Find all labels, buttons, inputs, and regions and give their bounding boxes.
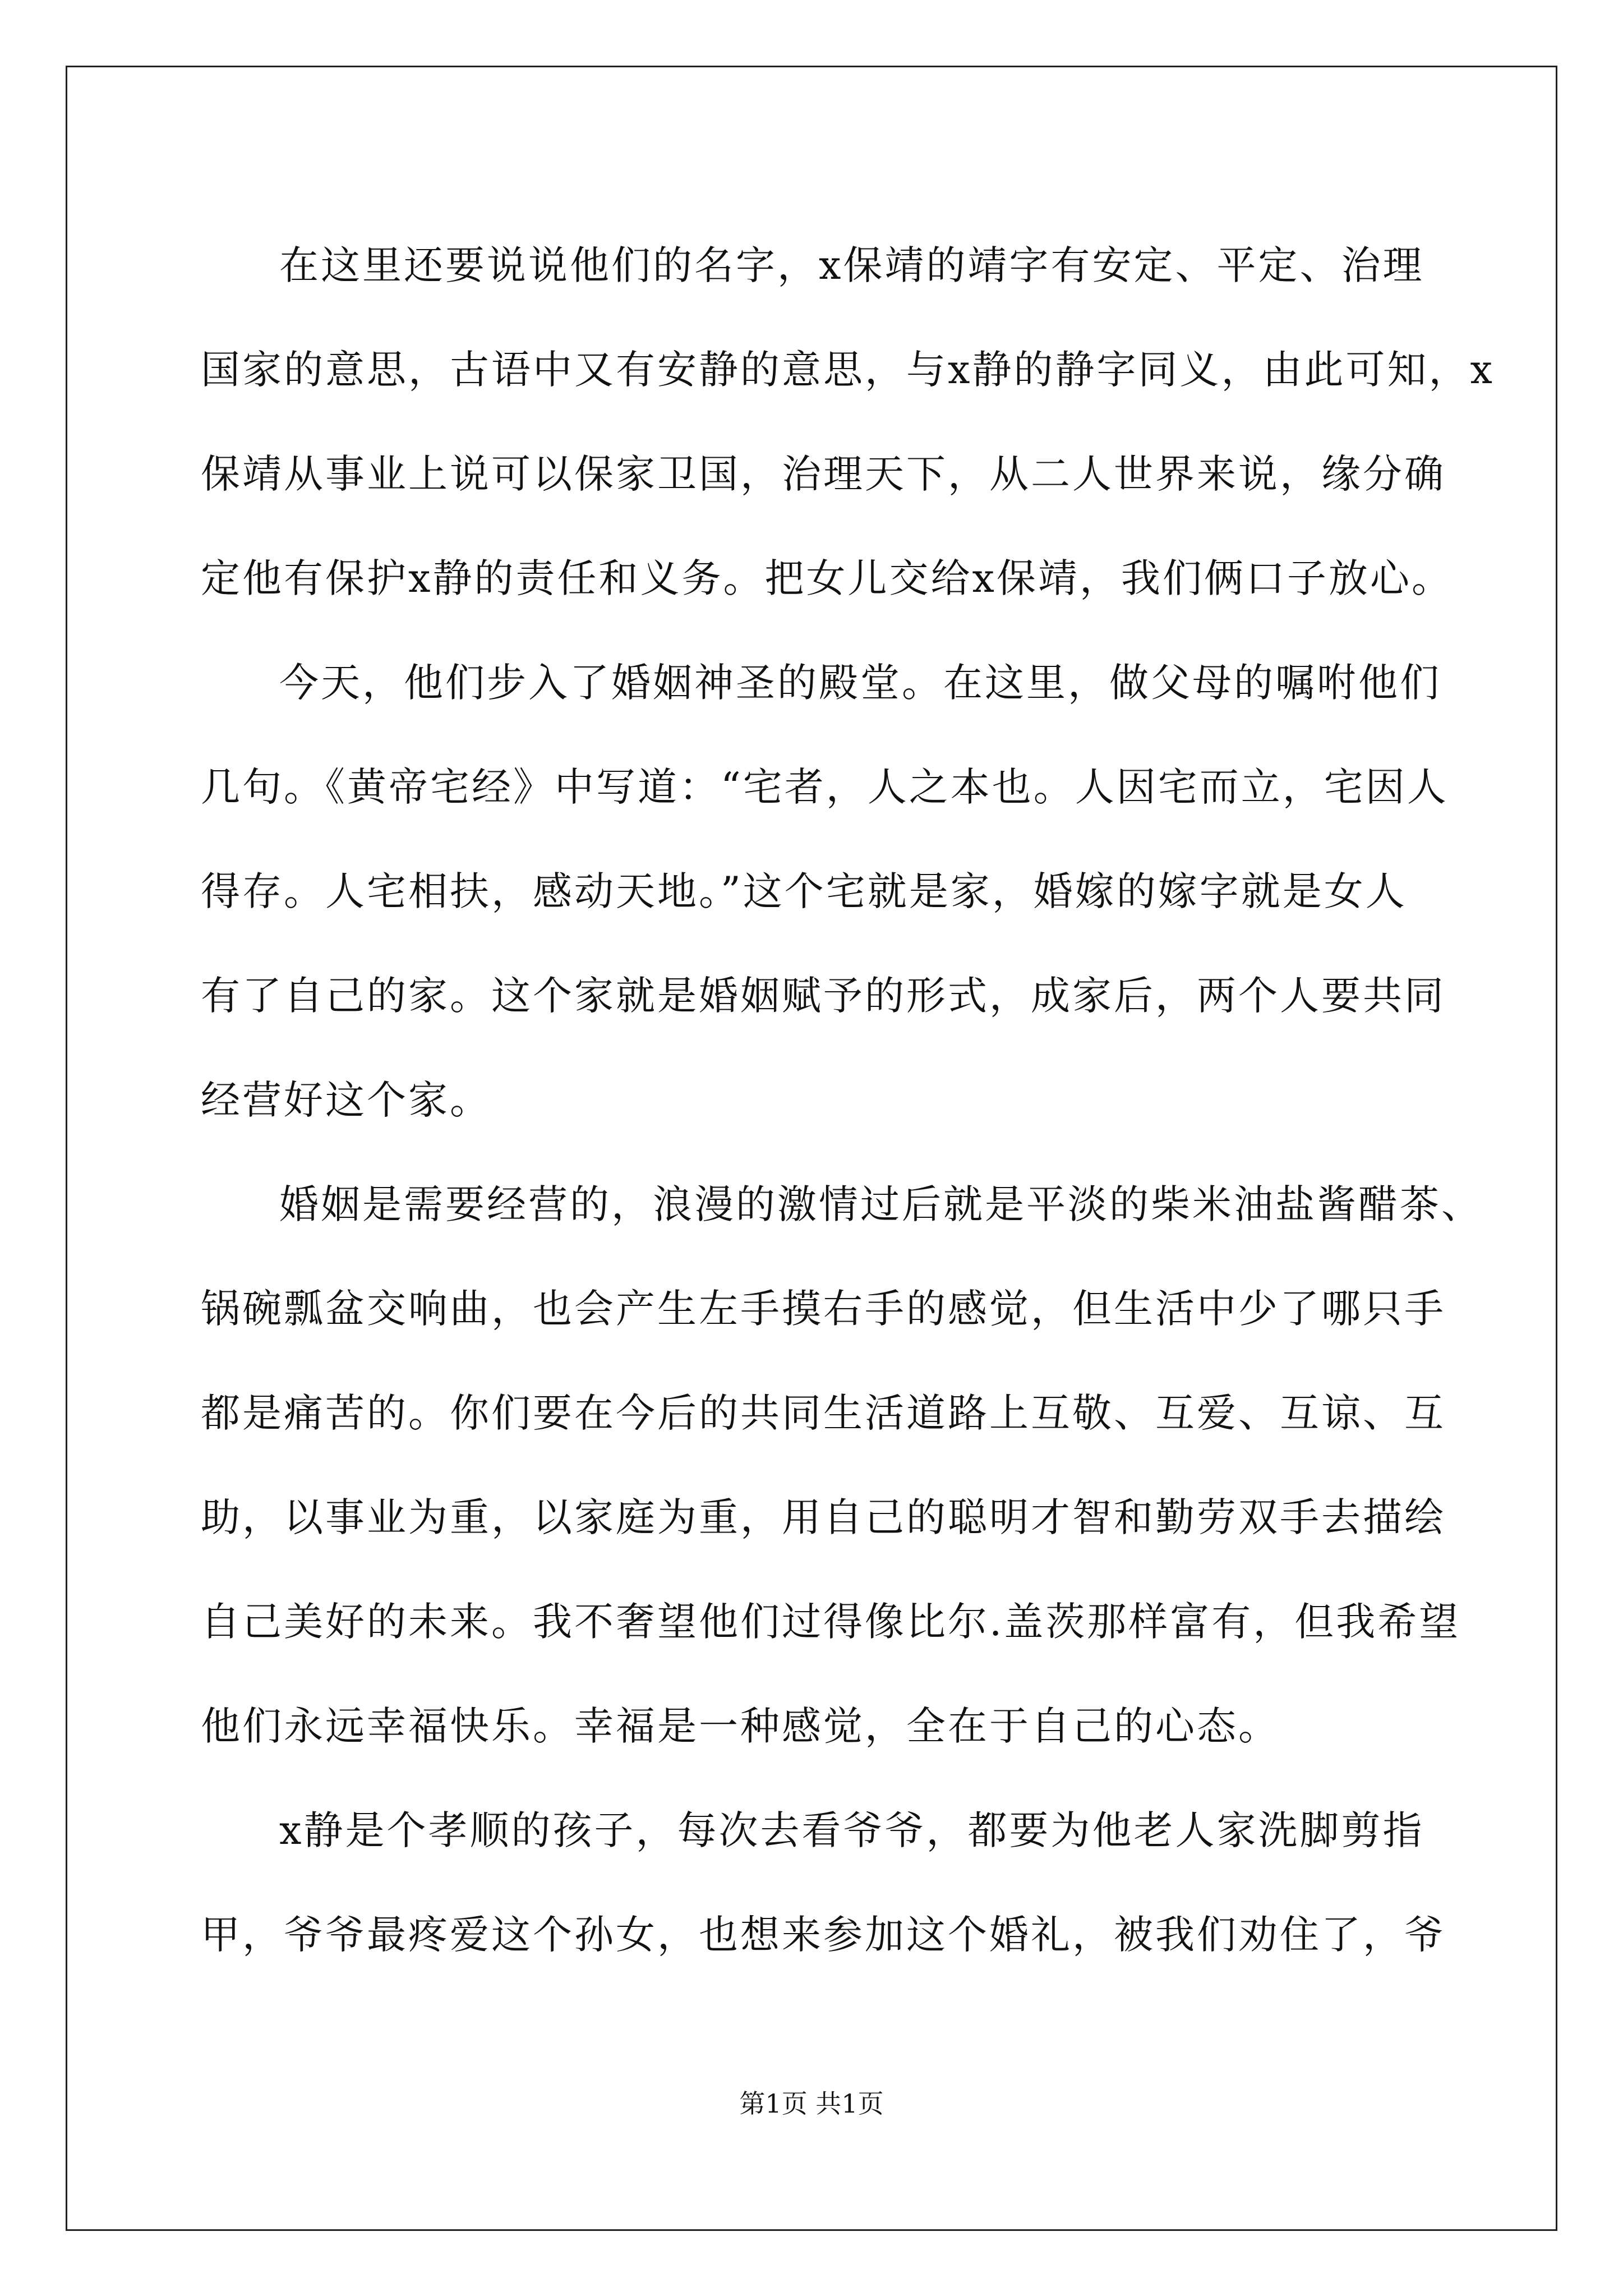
text-line: x静是个孝顺的孩子，每次去看爷爷，都要为他老人家洗脚剪指 <box>279 1807 1424 1853</box>
text-line: 在这里还要说说他们的名字，x保靖的靖字有安定、平定、治理 <box>279 242 1424 288</box>
text-line: 几句。《黄帝宅经》中写道：“宅者，人之本也。人因宅而立，宅因人 <box>201 764 1449 810</box>
text-line: 经营好这个家。 <box>201 1077 491 1123</box>
text-line: 甲，爷爷最疼爱这个孙女，也想来参加这个婚礼，被我们劝住了，爷 <box>201 1912 1446 1958</box>
page-number-footer: 第1页 共1页 <box>739 2088 884 2119</box>
text-line: 锅碗瓢盆交响曲，也会产生左手摸右手的感觉，但生活中少了哪只手 <box>201 1286 1446 1332</box>
text-line: 他们永远幸福快乐。幸福是一种感觉，全在于自己的心态。 <box>201 1703 1280 1749</box>
text-line: 婚姻是需要经营的，浪漫的激情过后就是平淡的柴米油盐酱醋茶、 <box>279 1181 1483 1227</box>
text-line: 都是痛苦的。你们要在今后的共同生活道路上互敬、互爱、互谅、互 <box>201 1390 1446 1436</box>
text-line: 得存。人宅相扶，感动天地。”这个宅就是家，婚嫁的嫁字就是女人 <box>201 868 1407 914</box>
text-line: 定他有保护x静的责任和义务。把女儿交给x保靖，我们俩口子放心。 <box>201 555 1453 601</box>
text-line: 今天，他们步入了婚姻神圣的殿堂。在这里，做父母的嘱咐他们 <box>279 660 1441 706</box>
text-line: 国家的意思，古语中又有安静的意思，与x静的静字同义，由此可知，x <box>201 347 1495 393</box>
text-line: 自己美好的未来。我不奢望他们过得像比尔.盖茨那样富有，但我希望 <box>201 1599 1461 1645</box>
document-body <box>201 213 1495 1987</box>
text-line: 保靖从事业上说可以保家卫国，治理天下，从二人世界来说，缘分确 <box>201 451 1446 497</box>
text-line: 有了自己的家。这个家就是婚姻赋予的形式，成家后，两个人要共同 <box>201 973 1446 1019</box>
text-line: 助，以事业为重，以家庭为重，用自己的聪明才智和勤劳双手去描绘 <box>201 1494 1446 1540</box>
